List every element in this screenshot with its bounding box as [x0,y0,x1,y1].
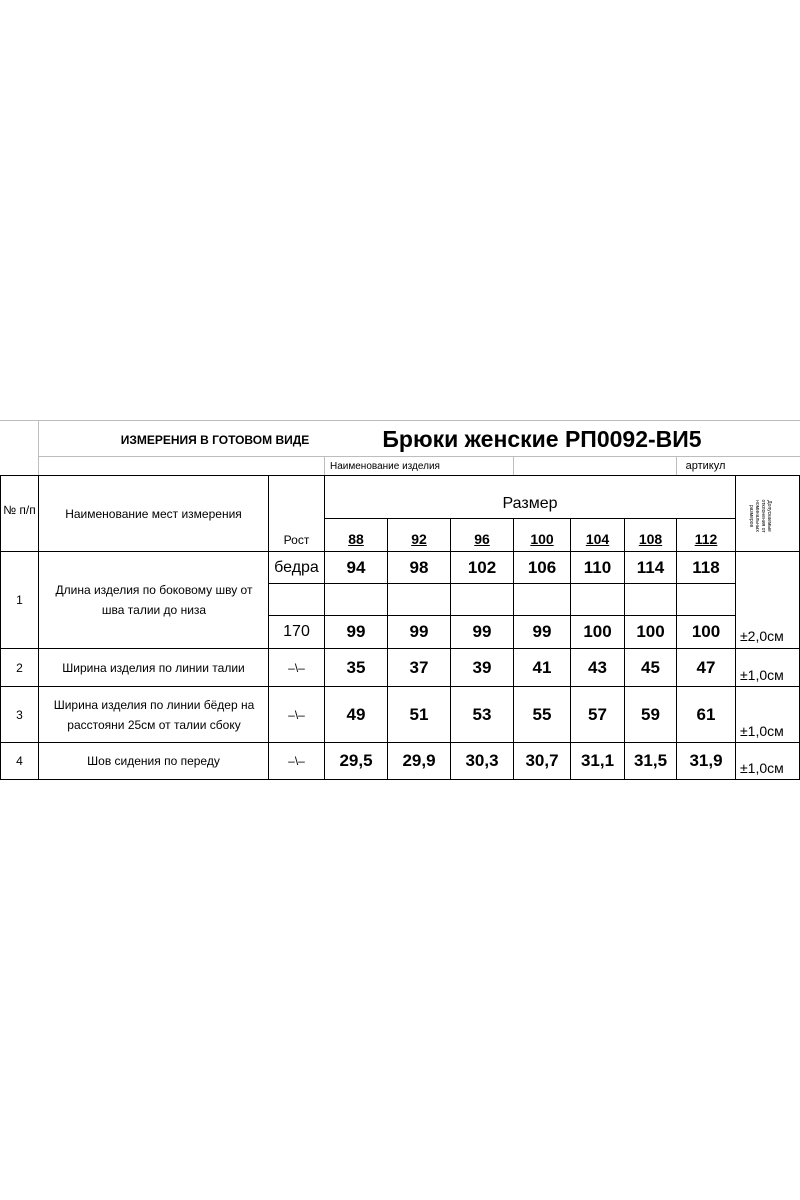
row-2-value-112: 47 [696,657,716,677]
row-3-param: –\– [288,707,305,722]
row-1-param-height: 170 [283,623,310,640]
row-4-value-112: 31,9 [689,751,723,770]
row-2-value-96: 39 [472,657,492,677]
row-2-tolerance: ±1,0см [740,667,784,683]
row-1-param-hips: бедра [274,558,319,576]
row-1-hips-96: 102 [467,557,497,577]
row-3-value-88: 49 [346,704,366,724]
row-3-tolerance: ±1,0см [740,723,784,739]
row-1-length-88: 99 [346,622,366,641]
header-measure-name: Наименование мест измерения [65,506,242,521]
row-2-value-100: 41 [532,657,552,677]
row-4-value-92: 29,9 [402,751,436,770]
grid-line [38,420,39,475]
row-3-value-108: 59 [641,704,660,724]
table-border [268,583,735,584]
row-2-value-92: 37 [409,657,429,677]
row-4-value-96: 30,3 [465,751,499,770]
row-4-value-100: 30,7 [525,751,559,770]
row-2-value-88: 35 [346,657,366,677]
measurements-label: ИЗМЕРЕНИЯ В ГОТОВОМ ВИДЕ [120,433,310,447]
row-2-name: Ширина изделия по линии талии [62,660,245,675]
row-2-no: 2 [16,660,23,675]
row-1-name: Длина изделия по боковому шву от шва талии до низа [55,583,253,617]
row-1-length-108: 100 [636,622,665,641]
size-104: 104 [585,530,610,547]
article-caption: артикул [685,460,726,472]
row-1-no: 1 [16,593,23,607]
size-112: 112 [694,530,718,547]
row-3-value-104: 57 [588,704,607,724]
table-border [324,518,735,519]
row-1-tolerance: ±2,0см [740,628,784,644]
row-1-length-112: 100 [691,622,721,641]
table-border [0,779,800,780]
row-1-length-100: 99 [532,622,552,641]
size-100: 100 [530,530,554,547]
header-height: Рост [283,532,310,547]
row-1-hips-92: 98 [409,557,429,577]
row-1-length-104: 100 [583,622,612,641]
header-no: № п/п [3,503,36,517]
product-title: Брюки женские РП0092-ВИ5 [382,425,702,452]
header-tolerance: Допускаемые отклонения от номинальных размеров [748,499,772,533]
product-name-caption: Наименование изделия [330,460,440,472]
row-1-hips-104: 110 [583,557,612,577]
row-4-value-104: 31,1 [580,751,615,770]
row-4-value-88: 29,5 [339,751,373,770]
row-4-param: –\– [288,754,305,768]
grid-line [513,456,514,475]
grid-line [0,420,800,421]
row-2-value-108: 45 [641,657,660,677]
row-1-length-92: 99 [409,622,429,641]
size-88: 88 [348,530,364,547]
size-108: 108 [638,530,663,547]
row-4-no: 4 [16,754,23,768]
row-1-length-96: 99 [472,622,492,641]
row-3-value-112: 61 [696,704,716,724]
row-1-hips-112: 118 [692,557,720,577]
row-1-hips-108: 114 [636,557,665,577]
size-96: 96 [474,530,490,547]
row-4-tolerance: ±1,0см [740,759,784,776]
row-3-value-92: 51 [409,704,429,724]
row-4-name: Шов сидения по переду [87,754,220,768]
row-2-param: –\– [288,660,305,675]
row-2-value-104: 43 [588,657,607,677]
row-4-value-108: 31,5 [633,751,668,770]
measurement-table [0,420,800,780]
header-size-group: Размер [502,495,558,512]
row-3-no: 3 [16,707,23,722]
row-3-value-96: 53 [472,704,492,724]
row-1-hips-100: 106 [527,557,557,577]
row-1-hips-88: 94 [346,557,366,577]
row-3-name: Ширина изделия по линии бёдер на расстояни 25см от талии сбоку [53,697,255,732]
size-92: 92 [411,530,427,547]
row-3-value-100: 55 [532,704,552,724]
